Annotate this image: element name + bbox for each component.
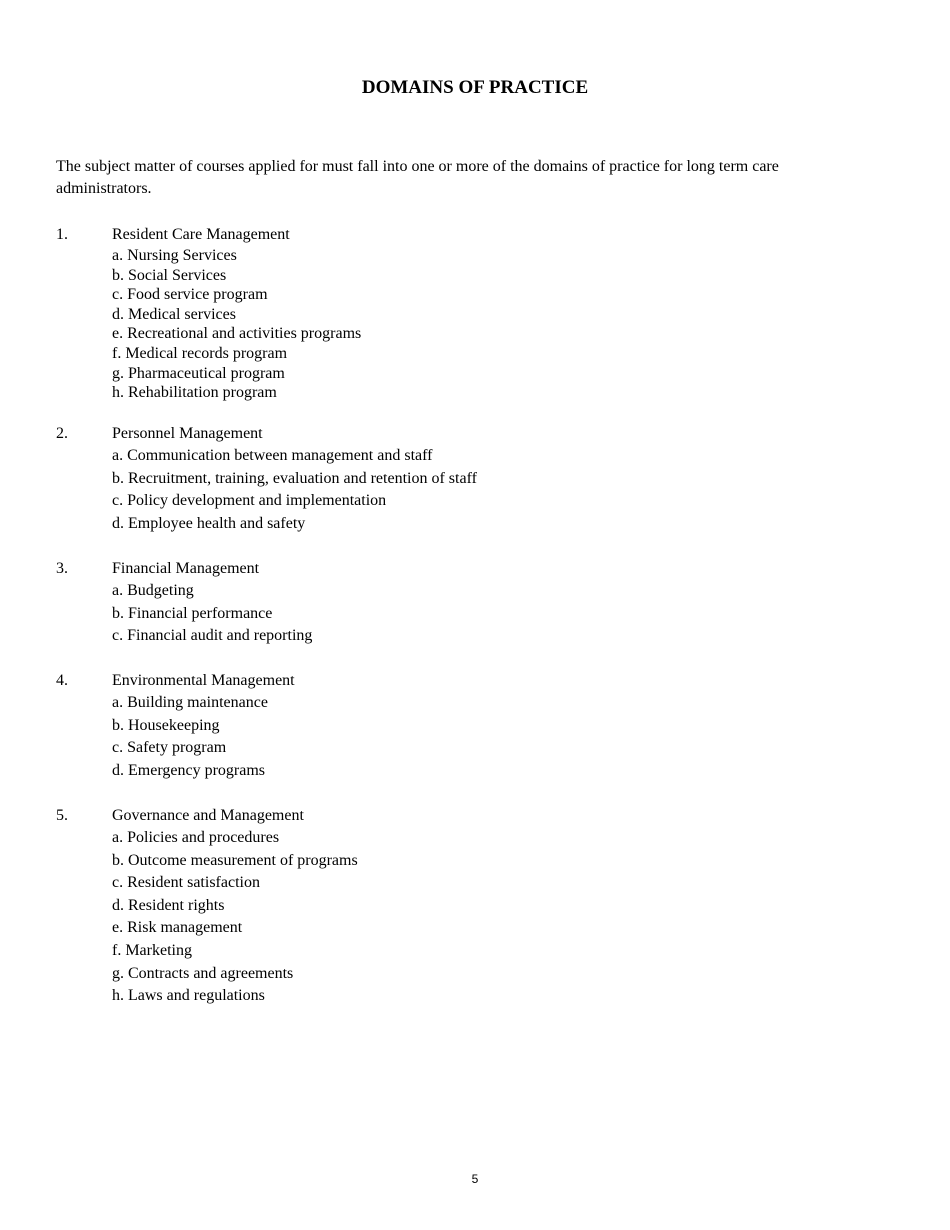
intro-paragraph: The subject matter of courses applied for must fall into one or more of the domains of practice for long term care administrators. — [56, 158, 779, 197]
list-item: d. Resident rights — [112, 896, 225, 914]
page-title: DOMAINS OF PRACTICE — [361, 77, 589, 98]
section-personnel-management — [56, 423, 906, 535]
section-number: 4. — [56, 672, 68, 689]
list-item: c. Food service program — [112, 286, 268, 304]
section-item-list — [56, 827, 906, 1008]
section-number: 3. — [56, 560, 68, 577]
list-item: d. Medical services — [112, 305, 236, 323]
section-title: Resident Care Management — [112, 226, 290, 243]
list-item: a. Building maintenance — [112, 694, 268, 711]
section-number: 2. — [56, 425, 68, 442]
list-item: b. Social Services — [112, 266, 227, 284]
section-item-list — [56, 580, 906, 648]
list-item: e. Recreational and activities programs — [112, 325, 362, 343]
section-governance-and-management — [56, 805, 906, 1008]
section-title: Personnel Management — [112, 425, 263, 442]
list-item: b. Outcome measurement of programs — [112, 851, 358, 869]
list-item: g. Contracts and agreements — [112, 964, 294, 982]
list-item: g. Pharmaceutical program — [112, 364, 285, 382]
list-item: b. Financial performance — [112, 604, 273, 622]
list-item: a. Nursing Services — [112, 247, 237, 264]
section-number: 1. — [56, 226, 68, 243]
section-item-list — [56, 246, 906, 403]
section-financial-management — [56, 558, 906, 648]
list-item: h. Rehabilitation program — [112, 384, 277, 402]
section-environmental-management — [56, 670, 906, 782]
list-item: b. Housekeeping — [112, 716, 220, 734]
page-number: 5 — [471, 1172, 479, 1186]
section-title: Governance and Management — [112, 807, 304, 824]
list-item: f. Marketing — [112, 941, 192, 959]
section-item-list — [56, 445, 906, 535]
list-item: c. Financial audit and reporting — [112, 627, 313, 645]
section-number: 5. — [56, 807, 68, 824]
list-item: c. Safety program — [112, 739, 227, 757]
list-item: a. Budgeting — [112, 582, 194, 599]
list-item: d. Emergency programs — [112, 761, 265, 779]
list-item: f. Medical records program — [112, 344, 288, 362]
section-item-list — [56, 692, 906, 782]
list-item: c. Policy development and implementation — [112, 492, 387, 510]
list-item: e. Risk management — [112, 919, 243, 937]
section-resident-care-management — [56, 224, 906, 403]
list-item: c. Resident satisfaction — [112, 874, 260, 892]
list-item: a. Communication between management and staff — [112, 447, 433, 464]
section-title: Financial Management — [112, 560, 260, 577]
list-item: a. Policies and procedures — [112, 829, 280, 846]
list-item: h. Laws and regulations — [112, 987, 265, 1005]
list-item: b. Recruitment, training, evaluation and retention of staff — [112, 469, 477, 487]
list-item: d. Employee health and safety — [112, 514, 306, 532]
section-title: Environmental Management — [112, 672, 295, 689]
